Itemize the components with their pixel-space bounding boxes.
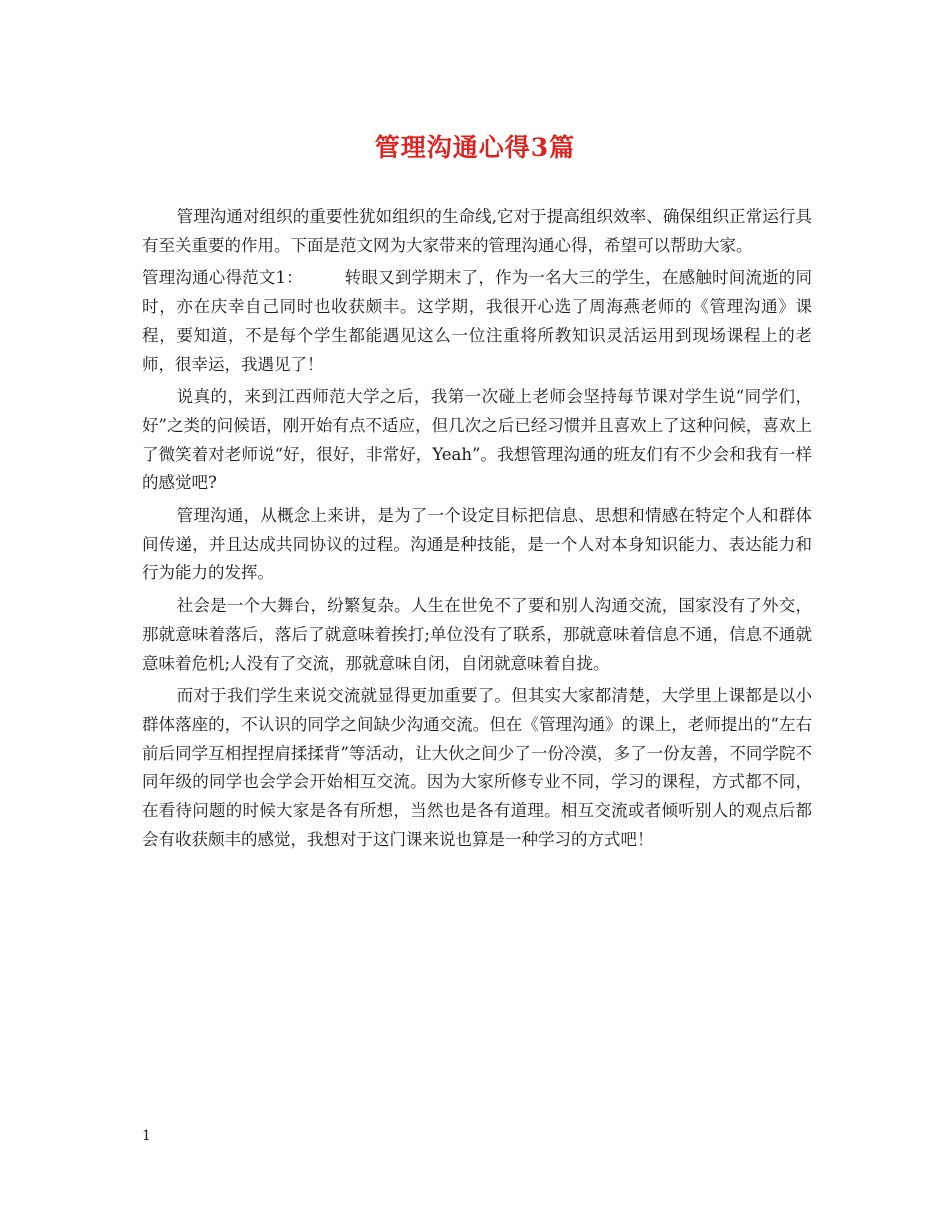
document-title: 管理沟通心得3篇 bbox=[374, 133, 576, 162]
body-paragraph-society: 社会是一个大舞台，纷繁复杂。人生在世免不了要和别人沟通交流，国家没有了外交，那就意味着落后，落后了就意味着挨打;单位没有了联系，那就意味着信息不通，信息不通就意味着危机;人没有了交流，那就意味自闭，自闭就意味着自拢。 bbox=[142, 596, 812, 673]
body-paragraph-greeting: 说真的，来到江西师范大学之后，我第一次碰上老师会坚持每节课对学生说“同学们，好”之类的问候语，刚开始有点不适应，但几次之后已经习惯并且喜欢上了这种问候，喜欢上了微笑着对老师说“好，很好，非常好，Yeah”。我想管理沟通的班友们有不少会和我有一样的感觉吧? bbox=[142, 387, 812, 493]
body-paragraph-definition: 管理沟通，从概念上来讲，是为了一个设定目标把信息、思想和情感在特定个人和群体间传递，并且达成共同协议的过程。沟通是种技能，是一个人对本身知识能力、表达能力和行为能力的发挥。 bbox=[142, 506, 812, 583]
sample-1-paragraph: 管理沟通心得范文1： 转眼又到学期末了，作为一名大三的学生，在感触时间流逝的同时，亦在庆幸自己同时也收获颇丰。这学期，我很开心选了周海燕老师的《管理沟通》课程，要知道，不是每个学生都能遇见这么一位注重将所教知识灵活运用到现场课程上的老师，很幸运，我遇见了！ bbox=[142, 268, 812, 374]
body-paragraph-students: 而对于我们学生来说交流就显得更加重要了。但其实大家都清楚，大学里上课都是以小群体落座的，不认识的同学之间缺少沟通交流。但在《管理沟通》的课上，老师提出的“左右前后同学互相捏捏肩揉揉背”等活动，让大伙之间少了一份冷漠，多了一份友善，不同学院不同年级的同学也会学会开始相互交流。因为大家所修专业不同，学习的课程，方式都不同，在看待问题的时候大家是各有所想，当然也是各有道理。相互交流或者倾听别人的观点后都会有收获颇丰的感觉，我想对于这门课来说也算是一种学习的方式吧！ bbox=[142, 686, 812, 849]
page-number: 1 bbox=[142, 1128, 151, 1144]
document-body bbox=[142, 203, 812, 854]
intro-paragraph: 管理沟通对组织的重要性犹如组织的生命线,它对于提高组织效率、确保组织正常运行具有至关重要的作用。下面是范文网为大家带来的管理沟通心得，希望可以帮助大家。 bbox=[142, 207, 812, 255]
